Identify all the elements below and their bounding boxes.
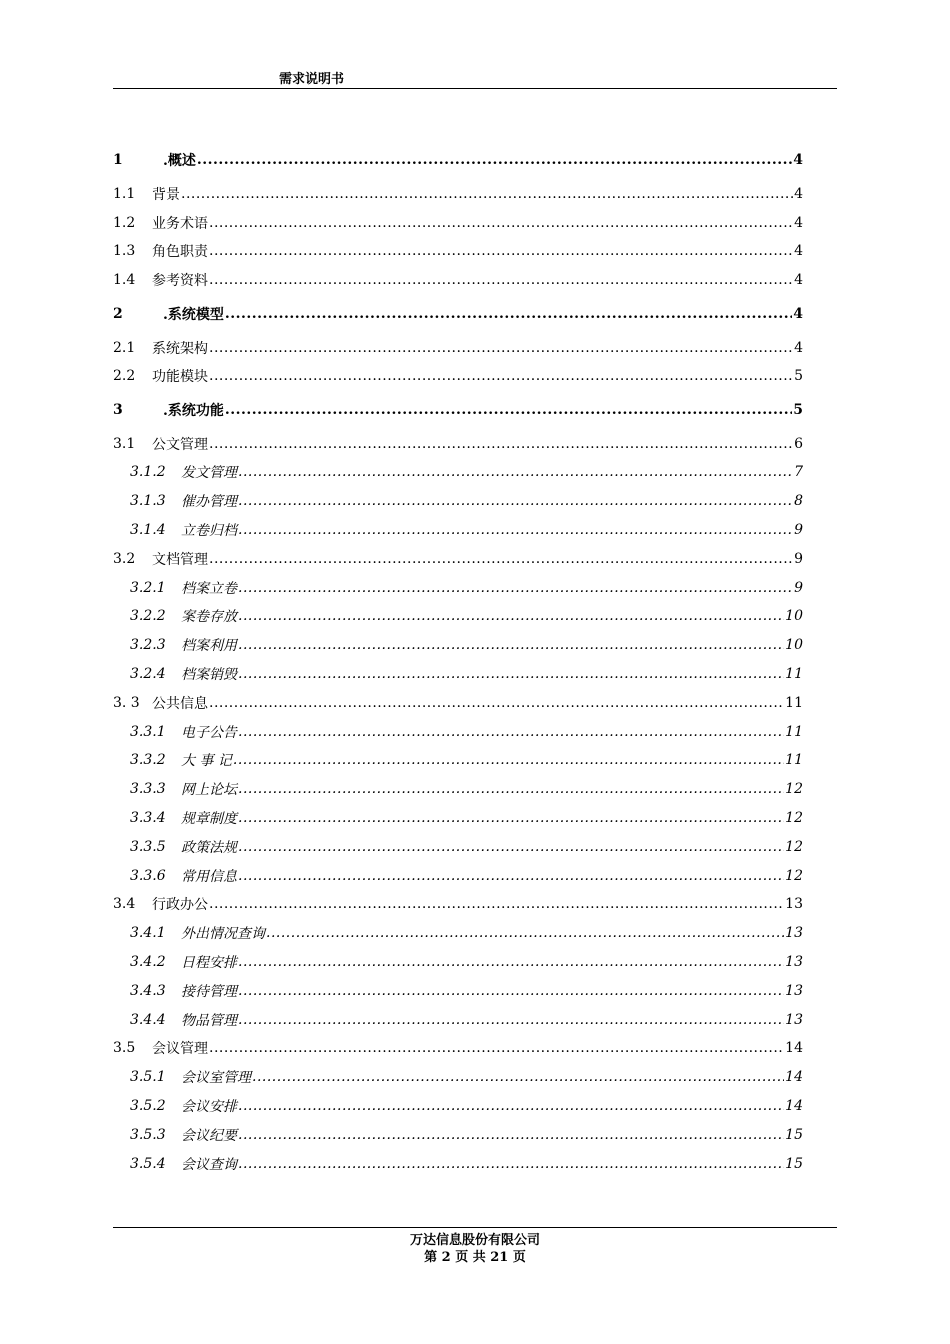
toc-entry[interactable] xyxy=(113,1034,803,1063)
toc-entry-number: 3.1.2 xyxy=(130,464,166,481)
toc-entry-page: 13 xyxy=(785,925,803,942)
dot-leader xyxy=(238,522,793,538)
toc-entry-number: 3.1.4 xyxy=(130,522,166,539)
toc-entry-number: 3.4.3 xyxy=(130,982,166,999)
dot-leader xyxy=(238,666,784,682)
toc-entry[interactable] xyxy=(113,180,803,209)
dot-leader xyxy=(209,436,793,452)
toc-entry[interactable] xyxy=(113,1005,803,1034)
toc-entry-title: 接待管理 xyxy=(181,983,237,1000)
toc-entry-title: 会议纪要 xyxy=(181,1127,237,1144)
toc-entry-number: 3.3.5 xyxy=(130,838,166,855)
toc-entry[interactable] xyxy=(113,487,803,516)
toc-entry-title: 立卷归档 xyxy=(181,523,237,540)
toc-entry-page: 4 xyxy=(793,305,803,322)
toc-entry[interactable] xyxy=(113,333,803,362)
toc-entry-number: 3.4.4 xyxy=(130,1011,166,1028)
toc-entry[interactable] xyxy=(113,208,803,237)
toc-entry-number: 3.5.4 xyxy=(130,1155,166,1172)
toc-entry-title: 文档管理 xyxy=(152,551,208,568)
dot-leader xyxy=(238,868,784,884)
dot-leader xyxy=(238,637,784,653)
toc-entry-title: 背景 xyxy=(152,186,180,203)
toc-entry-page: 13 xyxy=(785,896,803,913)
toc-entry-title: 常用信息 xyxy=(181,868,237,885)
toc-entry[interactable] xyxy=(113,1120,803,1149)
dot-leader xyxy=(238,580,793,596)
toc-entry-page: 14 xyxy=(785,1098,803,1114)
toc-entry[interactable] xyxy=(113,717,803,746)
toc-entry-title: 外出情况查询 xyxy=(181,926,265,943)
toc-entry-page: 13 xyxy=(785,982,803,999)
toc-entry-page: 12 xyxy=(785,810,803,827)
dot-leader xyxy=(209,340,793,356)
toc-entry-title: 发文管理 xyxy=(181,465,237,482)
toc-entry-title: .系统功能 xyxy=(163,403,224,420)
toc-entry-number: 1.2 xyxy=(113,214,136,231)
toc-entry[interactable] xyxy=(113,861,803,890)
toc-entry[interactable] xyxy=(113,1092,803,1121)
toc-entry-page: 15 xyxy=(785,1155,803,1172)
toc-entry[interactable] xyxy=(113,1149,803,1178)
toc-entry-page: 11 xyxy=(785,666,803,683)
toc-entry[interactable] xyxy=(113,391,803,430)
dot-leader xyxy=(238,781,784,797)
toc-entry-title: 会议查询 xyxy=(181,1156,237,1173)
toc-entry-number: 1.4 xyxy=(113,272,136,289)
toc-entry-title: 案卷存放 xyxy=(181,609,237,626)
table-of-contents xyxy=(113,141,803,1178)
toc-entry[interactable] xyxy=(113,429,803,458)
dot-leader xyxy=(209,272,793,288)
dot-leader xyxy=(238,608,784,624)
toc-entry-title: 物品管理 xyxy=(181,1012,237,1029)
toc-entry-page: 4 xyxy=(794,339,803,356)
toc-entry-page: 9 xyxy=(794,550,803,567)
toc-entry-page: 15 xyxy=(785,1126,803,1143)
document-title: 需求说明书 xyxy=(279,72,345,87)
toc-entry[interactable] xyxy=(113,602,803,631)
dot-leader xyxy=(209,215,793,231)
toc-entry-page: 9 xyxy=(794,579,803,596)
toc-entry-number: 2.1 xyxy=(113,339,136,356)
dot-leader xyxy=(252,1069,784,1085)
toc-entry-page: 5 xyxy=(794,368,803,385)
dot-leader xyxy=(209,243,793,259)
toc-entry-page: 14 xyxy=(785,1069,803,1086)
toc-entry[interactable] xyxy=(113,631,803,660)
dot-leader xyxy=(238,1012,784,1028)
toc-entry-page: 4 xyxy=(794,214,803,231)
dot-leader xyxy=(225,306,792,322)
toc-entry[interactable] xyxy=(113,746,803,775)
toc-entry-title: 会议管理 xyxy=(152,1041,208,1058)
toc-entry[interactable] xyxy=(113,362,803,391)
toc-entry-title: 大 事 记 xyxy=(181,753,232,770)
toc-entry-number: 3. 3 xyxy=(113,694,140,711)
toc-entry[interactable] xyxy=(113,237,803,266)
toc-entry-title: 档案利用 xyxy=(181,638,237,655)
toc-entry-number: 3.5.1 xyxy=(130,1069,166,1086)
toc-entry[interactable] xyxy=(113,688,803,717)
toc-entry-title: .系统模型 xyxy=(163,306,224,323)
toc-entry-number: 3.5.2 xyxy=(130,1098,166,1114)
dot-leader xyxy=(225,402,792,418)
toc-entry-title: 档案销毁 xyxy=(181,667,237,684)
toc-entry-page: 7 xyxy=(794,464,803,481)
toc-entry-title: 日程安排 xyxy=(181,955,237,972)
toc-entry-number: 3.3.4 xyxy=(130,810,166,827)
dot-leader xyxy=(197,152,792,168)
toc-entry-page: 4 xyxy=(794,272,803,289)
toc-entry-number: 3.3.6 xyxy=(130,867,166,884)
toc-entry-page: 9 xyxy=(794,522,803,539)
toc-entry-page: 4 xyxy=(793,152,803,169)
toc-entry-page: 10 xyxy=(785,608,803,625)
company-name: 万达信息股份有限公司 xyxy=(409,1233,540,1248)
toc-entry-number: 3.4.2 xyxy=(130,954,166,971)
toc-entry-title: 角色职责 xyxy=(152,244,208,261)
toc-entry-title: 业务术语 xyxy=(152,215,208,232)
toc-entry[interactable] xyxy=(113,516,803,545)
toc-entry-page: 13 xyxy=(785,954,803,971)
page-header xyxy=(113,68,837,89)
toc-entry-title: 参考资料 xyxy=(152,273,208,290)
toc-entry-page: 8 xyxy=(794,493,803,510)
toc-entry-page: 11 xyxy=(785,752,803,769)
toc-entry-page: 12 xyxy=(785,781,803,798)
toc-entry[interactable] xyxy=(113,266,803,295)
toc-entry-number: 3.4 xyxy=(113,896,136,913)
toc-entry-number: 3.2.3 xyxy=(130,637,166,654)
dot-leader xyxy=(266,925,784,941)
dot-leader xyxy=(238,1156,784,1172)
toc-entry-number: 3.3.2 xyxy=(130,752,166,769)
toc-entry-number: 2.2 xyxy=(113,368,136,385)
toc-entry-page: 12 xyxy=(785,867,803,884)
toc-entry-page: 4 xyxy=(794,243,803,260)
dot-leader xyxy=(238,464,793,480)
toc-entry-number: 3 xyxy=(113,402,123,419)
toc-entry-title: .概述 xyxy=(163,153,196,170)
dot-leader xyxy=(209,1040,784,1056)
toc-entry-page: 5 xyxy=(793,402,803,419)
toc-entry-number: 3.3.1 xyxy=(130,723,166,740)
toc-entry-page: 14 xyxy=(785,1040,803,1057)
toc-entry-title: 催办管理 xyxy=(181,494,237,511)
toc-entry[interactable] xyxy=(113,1063,803,1092)
toc-entry[interactable] xyxy=(113,295,803,334)
toc-entry-title: 公共信息 xyxy=(152,695,208,712)
toc-entry-title: 公文管理 xyxy=(152,436,208,453)
toc-entry-number: 3.4.1 xyxy=(130,925,166,942)
toc-entry[interactable] xyxy=(113,544,803,573)
toc-entry-number: 3.2 xyxy=(113,550,136,567)
toc-entry-number: 3.2.1 xyxy=(130,579,166,596)
toc-entry[interactable] xyxy=(113,976,803,1005)
toc-entry-title: 行政办公 xyxy=(152,897,208,914)
toc-entry-title: 政策法规 xyxy=(181,839,237,856)
toc-entry-page: 11 xyxy=(785,694,803,711)
toc-entry-number: 1 xyxy=(113,152,123,169)
toc-entry-page: 6 xyxy=(794,435,803,452)
toc-entry[interactable] xyxy=(113,458,803,487)
dot-leader xyxy=(238,1127,784,1143)
toc-entry-title: 功能模块 xyxy=(152,369,208,386)
toc-entry[interactable] xyxy=(113,775,803,804)
toc-entry[interactable] xyxy=(113,890,803,919)
toc-entry-number: 3.2.2 xyxy=(130,608,166,625)
toc-entry-title: 规章制度 xyxy=(181,811,237,828)
toc-entry-title: 网上论坛 xyxy=(181,782,237,799)
toc-entry-title: 会议安排 xyxy=(181,1099,237,1115)
toc-entry-page: 13 xyxy=(785,1011,803,1028)
dot-leader xyxy=(181,186,793,202)
page-footer xyxy=(113,1227,837,1266)
toc-entry-page: 11 xyxy=(785,723,803,740)
toc-entry-page: 4 xyxy=(794,185,803,202)
dot-leader xyxy=(238,493,793,509)
dot-leader xyxy=(209,896,784,912)
dot-leader xyxy=(209,695,784,711)
toc-entry-number: 3.5 xyxy=(113,1040,136,1057)
dot-leader xyxy=(233,752,784,768)
toc-entry-number: 1.1 xyxy=(113,185,136,202)
dot-leader xyxy=(238,954,784,970)
toc-entry-number: 3.1 xyxy=(113,435,136,452)
dot-leader xyxy=(238,983,784,999)
toc-entry-title: 系统架构 xyxy=(152,340,208,357)
toc-entry-number: 3.5.3 xyxy=(130,1126,166,1143)
toc-entry-page: 12 xyxy=(785,838,803,855)
toc-entry-number: 3.2.4 xyxy=(130,666,166,683)
toc-entry-number: 3.3.3 xyxy=(130,781,166,798)
page-number: 第 2 页 共 21 页 xyxy=(424,1250,526,1265)
toc-entry-title: 会议室管理 xyxy=(181,1070,251,1087)
dot-leader xyxy=(238,724,784,740)
toc-entry[interactable] xyxy=(113,660,803,689)
toc-entry[interactable] xyxy=(113,573,803,602)
toc-entry-number: 1.3 xyxy=(113,243,136,260)
toc-entry[interactable] xyxy=(113,919,803,948)
toc-entry[interactable] xyxy=(113,141,803,180)
dot-leader xyxy=(209,551,793,567)
dot-leader xyxy=(238,810,784,826)
dot-leader xyxy=(209,368,793,384)
toc-entry-title: 电子公告 xyxy=(181,724,237,741)
toc-entry[interactable] xyxy=(113,804,803,833)
toc-entry-number: 2 xyxy=(113,305,123,322)
toc-entry-number: 3.1.3 xyxy=(130,493,166,510)
toc-entry[interactable] xyxy=(113,832,803,861)
toc-entry[interactable] xyxy=(113,948,803,977)
dot-leader xyxy=(238,839,784,855)
dot-leader xyxy=(238,1098,784,1114)
toc-entry-page: 10 xyxy=(785,637,803,654)
toc-entry-title: 档案立卷 xyxy=(181,580,237,597)
